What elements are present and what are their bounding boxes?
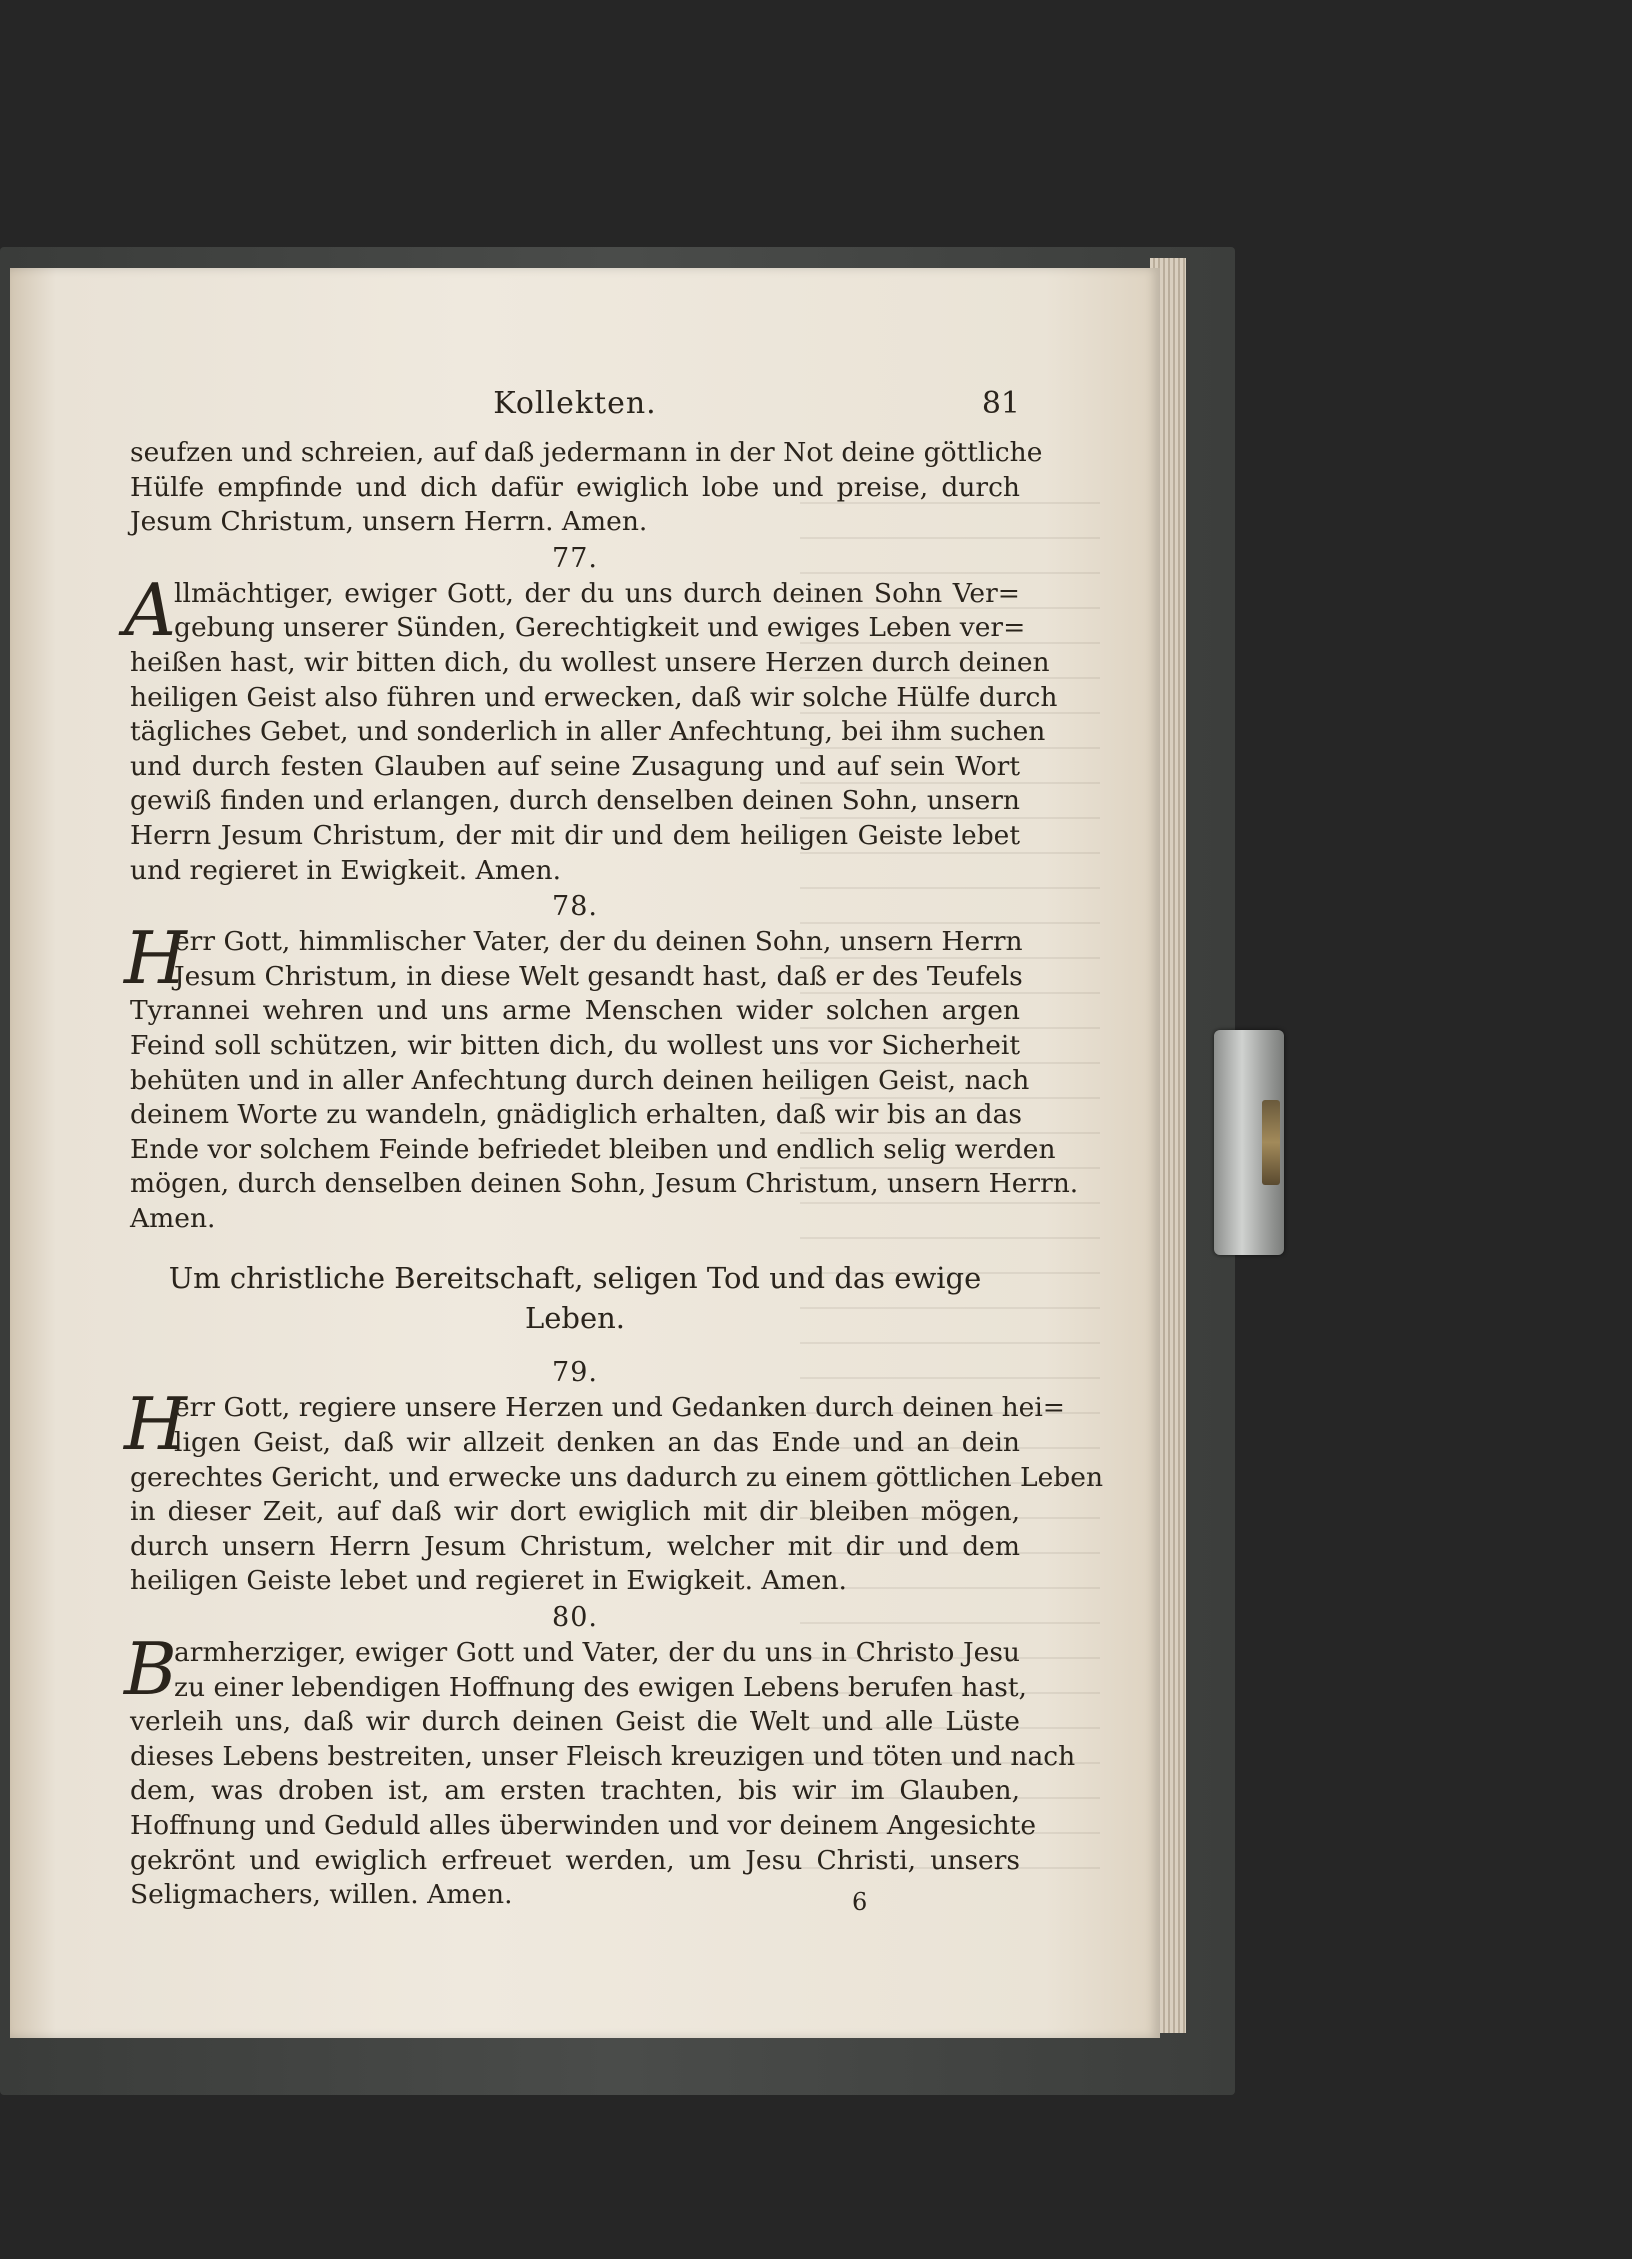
prayer-number: 78. [552,891,598,923]
text-line: ligen Geist, daß wir allzeit denken an das Ende und an dein [174,1427,1020,1459]
text-line: dem, was droben ist, am ersten trachten, bis wir im Glauben, [130,1775,1020,1807]
text-line: seufzen und schreien, auf daß jedermann in der Not deine göttliche [130,437,1043,468]
signature-mark: 6 [852,1888,868,1916]
text-line: durch unsern Herrn Jesum Christum, welcher mit dir und dem [130,1530,1020,1562]
text-line: Amen. [130,1202,216,1234]
text-line: dieses Lebens bestreiten, unser Fleisch kreuzigen und töten und nach [130,1740,1076,1772]
text-line: tägliches Gebet, und sonderlich in aller Anfechtung, bei ihm suchen [130,716,1046,748]
prayer-79 [124,1382,1104,1599]
text-line: verleih uns, daß wir durch deinen Geist die Welt und alle Lüste [130,1706,1020,1738]
text-line: Hülfe empfinde und dich dafür ewiglich lobe und preise, durch [130,471,1020,503]
drop-cap: B [124,1627,177,1712]
page-number: 81 [981,386,1020,421]
text-line: gewiß finden und erlangen, durch denselben deinen Sohn, unsern [130,785,1020,817]
running-title: Kollekten. [493,386,657,421]
text-line: err Gott, himmlischer Vater, der du deinen Sohn, unsern Herrn [174,926,1023,958]
text-line: heißen hast, wir bitten dich, du wollest unsere Herzen durch deinen [130,646,1050,678]
prayer-78 [124,916,1079,1236]
text-line: Herrn Jesum Christum, der mit dir und dem heiligen Geiste lebet [130,819,1020,851]
prayer-80 [124,1627,1076,1913]
text-line: zu einer lebendigen Hoffnung des ewigen Lebens berufen hast, [174,1671,1027,1703]
clasp-hinge [1262,1100,1280,1185]
drop-cap: A [124,567,176,652]
drop-cap: H [124,1382,187,1467]
text-line: mögen, durch denselben deinen Sohn, Jesum Christum, unsern Herrn. [130,1168,1079,1200]
text-line: Seligmachers, willen. Amen. [130,1879,513,1911]
text-line: gebung unserer Sünden, Gerechtigkeit und ewiges Leben ver= [174,612,1026,644]
text-line: heiligen Geist also führen und erwecken, daß wir solche Hülfe durch [130,681,1058,713]
text-line: und regieret in Ewigkeit. Amen. [130,854,562,886]
text-line: behüten und in aller Anfechtung durch deinen heiligen Geist, nach [130,1064,1030,1096]
text-line: armherziger, ewiger Gott und Vater, der du uns in Christo Jesu [174,1637,1020,1669]
carryover-paragraph [130,436,1043,540]
text-line: deinem Worte zu wandeln, gnädiglich erhalten, daß wir bis an das [130,1099,1022,1131]
text-line: in dieser Zeit, auf daß wir dort ewiglich mit dir bleiben mögen, [130,1496,1020,1528]
running-head [130,382,1020,436]
section-heading: Um christliche Bereitschaft, seligen Tod und das ewige Leben. [168,1261,982,1336]
text-line: llmächtiger, ewiger Gott, der du uns durch deinen Sohn Ver= [174,577,1020,609]
text-line: Ende vor solchem Feinde befriedet bleiben und endlich selig werden [130,1133,1056,1165]
text-line: gekrönt und ewiglich erfreuet werden, um Jesu Christi, unsers [130,1844,1020,1876]
text-line: Hoffnung und Geduld alles überwinden und vor deinem Angesichte [130,1810,1037,1841]
text-line: Tyrannei wehren und uns arme Menschen wider solchen argen [130,995,1020,1027]
page-text [124,382,1104,1913]
text-line: Jesum Christum, unsern Herrn. Amen. [130,506,648,538]
text-line: heiligen Geiste lebet und regieret in Ewigkeit. Amen. [130,1565,847,1597]
prayer-77 [124,567,1058,888]
prayer-number: 80. [552,1602,598,1634]
text-line: Jesum Christum, in diese Welt gesandt hast, daß er des Teufels [174,960,1023,992]
text-line: gerechtes Gericht, und erwecke uns dadurch zu einem göttlichen Leben [130,1461,1104,1493]
text-line: err Gott, regiere unsere Herzen und Gedanken durch deinen hei= [174,1392,1065,1424]
drop-cap: H [124,916,187,1001]
prayer-number: 79. [552,1357,598,1389]
text-line: Feind soll schützen, wir bitten dich, du wollest uns vor Sicherheit [130,1029,1020,1061]
text-line: und durch festen Glauben auf seine Zusagung und auf sein Wort [130,750,1020,782]
prayer-number: 77. [552,542,598,574]
